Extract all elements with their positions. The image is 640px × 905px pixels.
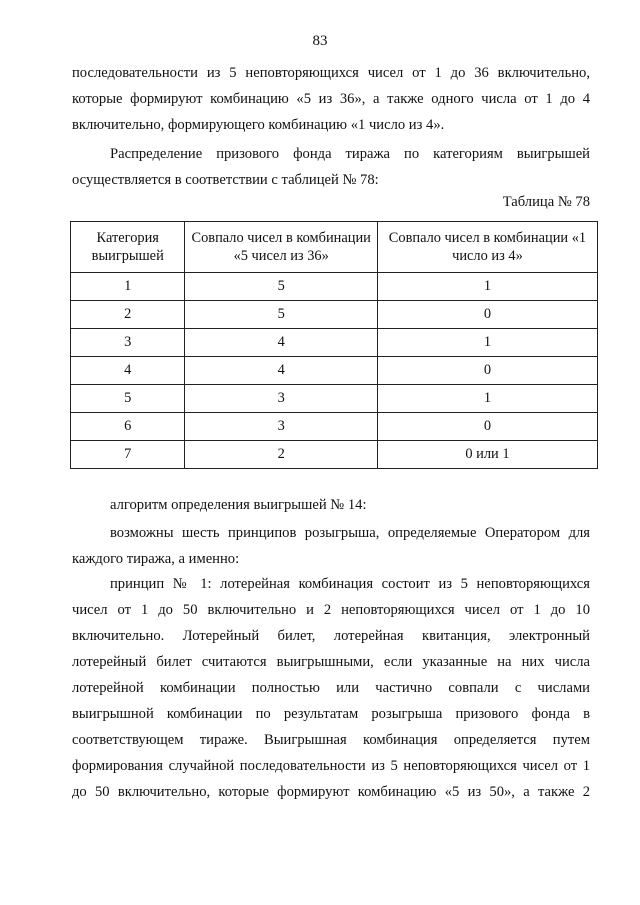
table-cell: 3 xyxy=(71,329,185,357)
table-row xyxy=(71,413,598,441)
table-row xyxy=(71,301,598,329)
text-line: возможны шесть принципов розыгрыша, определяемые Оператором для xyxy=(110,525,590,541)
table-row xyxy=(71,385,598,413)
table-cell: 0 xyxy=(377,357,597,385)
table-cell: 2 xyxy=(185,441,377,469)
intro-paragraph xyxy=(72,60,590,138)
table-row xyxy=(71,329,598,357)
table-cell: 4 xyxy=(71,357,185,385)
table-cell: 1 xyxy=(377,329,597,357)
text-line: последовательности из 5 неповторяющихся чисел от 1 до 36 включительно, xyxy=(72,65,590,81)
table-cell: 5 xyxy=(185,273,377,301)
text-line: принцип № 1: лотерейная комбинация состоит из 5 неповторяющихся xyxy=(110,576,590,592)
table-row xyxy=(71,273,598,301)
principles-paragraph xyxy=(72,520,590,572)
header-match-1-of-4: Совпало чисел в комбинации «1 число из 4» xyxy=(377,222,597,273)
text-line: лотерейной комбинации полностью или частично совпали с числами xyxy=(72,680,590,696)
text-line: Распределение призового фонда тиража по категориям выигрышей xyxy=(110,146,590,162)
prize-table xyxy=(70,221,598,469)
text-line: формирования случайной последовательности из 5 неповторяющихся чисел от 1 xyxy=(72,758,590,774)
text-line: чисел от 1 до 50 включительно и 2 неповторяющихся чисел от 1 до 10 xyxy=(72,602,590,618)
header-match-5-of-36: Совпало чисел в комбинации «5 чисел из 36» xyxy=(185,222,377,273)
principle-1-paragraph xyxy=(72,571,590,805)
table-cell: 0 или 1 xyxy=(377,441,597,469)
table-cell: 0 xyxy=(377,301,597,329)
table-caption: Таблица № 78 xyxy=(502,194,590,210)
table-cell: 0 xyxy=(377,413,597,441)
table-cell: 3 xyxy=(185,385,377,413)
table-cell: 3 xyxy=(185,413,377,441)
text-line: включительно. Лотерейный билет, лотерейная квитанция, электронный xyxy=(72,628,590,644)
table-cell: 1 xyxy=(377,273,597,301)
algorithm-heading: алгоритм определения выигрышей № 14: xyxy=(110,497,367,513)
table-cell: 7 xyxy=(71,441,185,469)
table-cell: 4 xyxy=(185,329,377,357)
algorithm-heading-paragraph xyxy=(72,492,590,518)
table-row xyxy=(71,441,598,469)
text-line: осуществляется в соответствии с таблицей № 78: xyxy=(72,172,379,188)
text-line: соответствующем тираже. Выигрышная комбинация определяется путем xyxy=(72,732,590,748)
text-line: каждого тиража, а именно: xyxy=(72,551,240,567)
table-cell: 4 xyxy=(185,357,377,385)
text-line: до 50 включительно, которые формируют комбинацию «5 из 50», а также 2 xyxy=(72,784,590,800)
table-cell: 5 xyxy=(71,385,185,413)
table-cell: 6 xyxy=(71,413,185,441)
page-number: 83 xyxy=(312,33,328,49)
text-line: которые формируют комбинацию «5 из 36», а также одного числа от 1 до 4 xyxy=(72,91,590,107)
text-line: лотерейный билет считаются выигрышными, если указанные на них числа xyxy=(72,654,590,670)
table-cell: 5 xyxy=(185,301,377,329)
table-cell: 1 xyxy=(71,273,185,301)
header-category: Категория выигрышей xyxy=(71,222,185,273)
table-cell: 1 xyxy=(377,385,597,413)
table-cell: 2 xyxy=(71,301,185,329)
table-header-row xyxy=(71,222,598,273)
text-line: включительно, формирующего комбинацию «1 число из 4». xyxy=(72,117,445,133)
table-row xyxy=(71,357,598,385)
distribution-paragraph xyxy=(72,141,590,193)
text-line: выигрышной комбинации по результатам розыгрыша призового фонда в xyxy=(72,706,590,722)
